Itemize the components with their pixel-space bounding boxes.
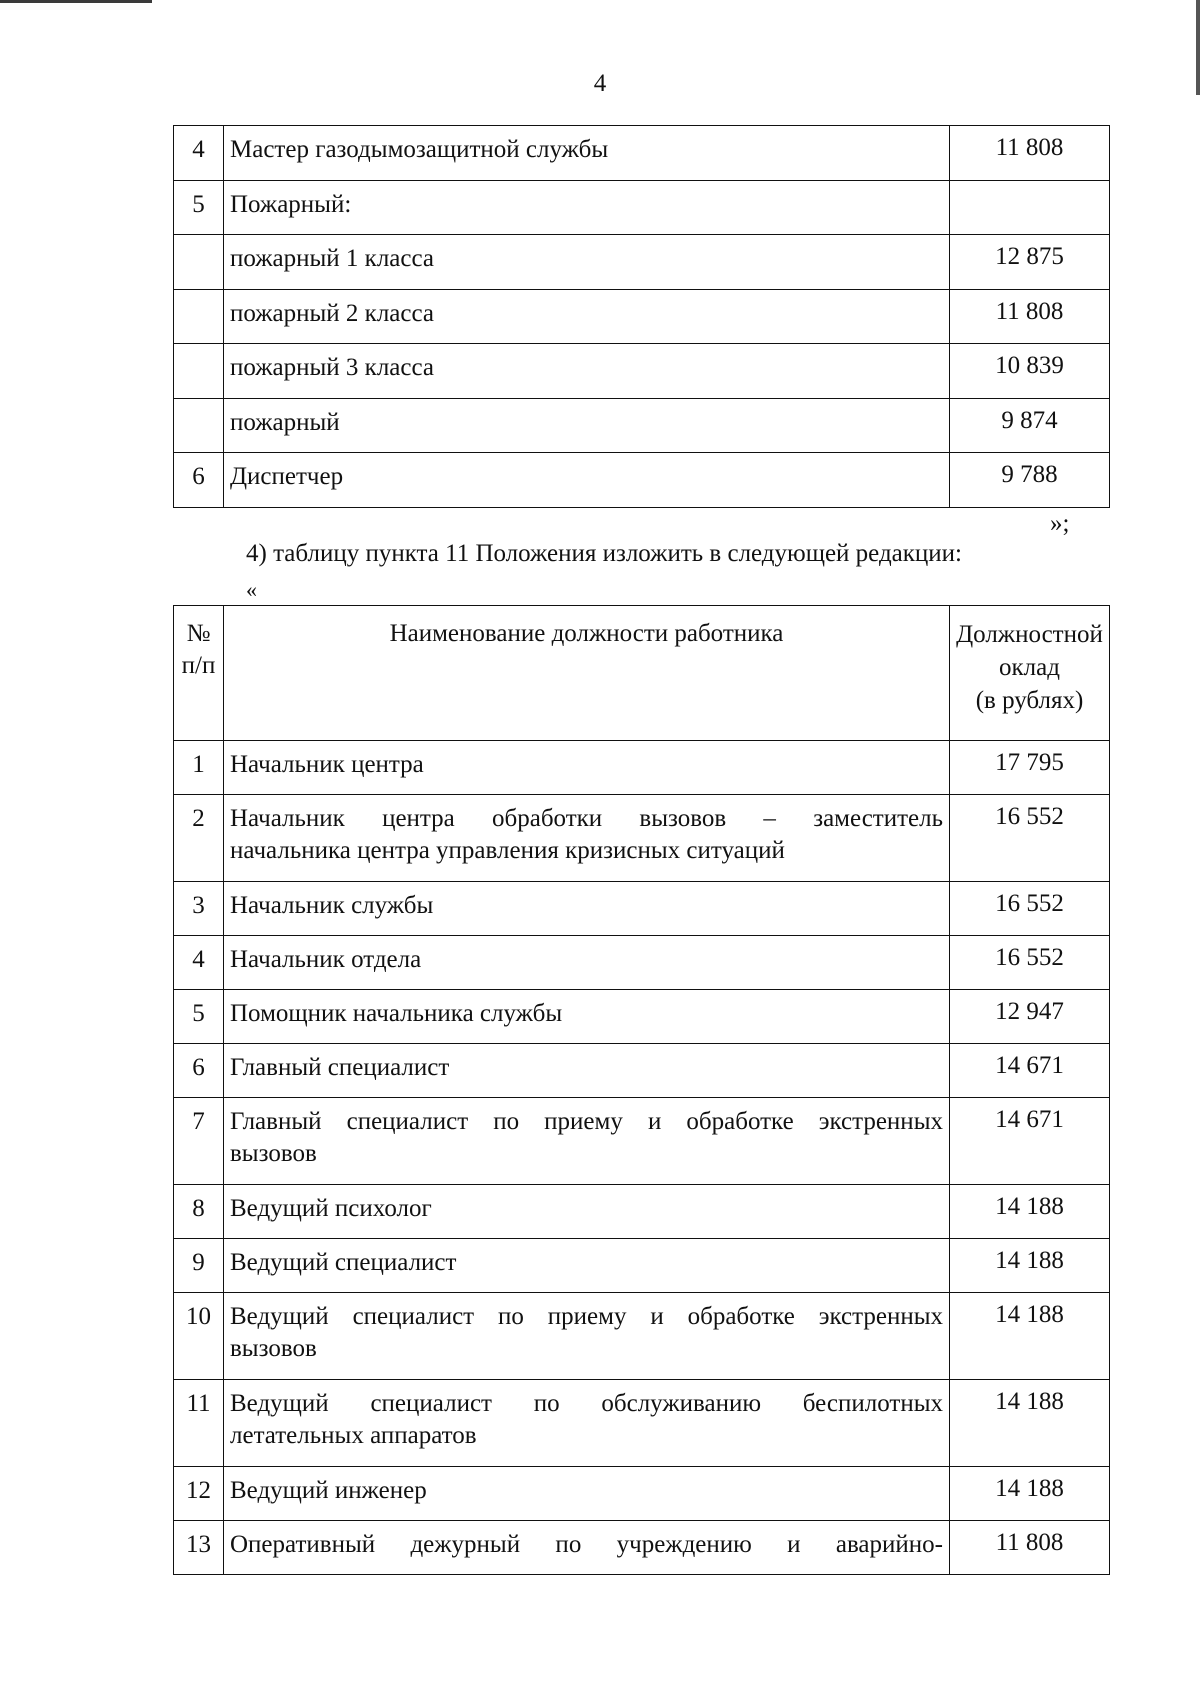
position-name: пожарный xyxy=(224,398,950,453)
salary-value: 11 808 xyxy=(950,289,1110,344)
salary-value: 14 671 xyxy=(950,1098,1110,1185)
row-number: 6 xyxy=(174,1044,224,1098)
table-row xyxy=(174,1098,1110,1185)
position-name: пожарный 1 класса xyxy=(224,235,950,290)
table-row xyxy=(174,882,1110,936)
salary-table-paragraph-11 xyxy=(173,605,1110,1575)
row-number xyxy=(174,289,224,344)
salary-value: 12 947 xyxy=(950,990,1110,1044)
salary-value: 14 188 xyxy=(950,1380,1110,1467)
position-name: Главный специалист xyxy=(224,1044,950,1098)
row-number: 9 xyxy=(174,1239,224,1293)
row-number: 13 xyxy=(174,1521,224,1575)
salary-value: 9 788 xyxy=(950,453,1110,508)
position-name-line: вызовов xyxy=(230,1140,317,1167)
position-name-line: вызовов xyxy=(230,1335,317,1362)
row-number: 6 xyxy=(174,453,224,508)
salary-value: 14 188 xyxy=(950,1185,1110,1239)
position-name-line: Главный специалист по приему и обработке экстренных xyxy=(230,1108,943,1135)
closing-quote: »; xyxy=(1050,510,1070,537)
salary-value: 14 188 xyxy=(950,1293,1110,1380)
table-row xyxy=(174,1293,1110,1380)
position-name-line: Ведущий специалист по обслуживанию беспилотных xyxy=(230,1390,943,1417)
salary-value: 12 875 xyxy=(950,235,1110,290)
table-row xyxy=(174,126,1110,181)
amendment-paragraph: 4) таблицу пункта 11 Положения изложить в следующей редакции: xyxy=(246,540,962,567)
table-row xyxy=(174,453,1110,508)
row-number xyxy=(174,344,224,399)
page-number: 4 xyxy=(593,70,607,97)
row-number xyxy=(174,235,224,290)
position-name: пожарный 3 класса xyxy=(224,344,950,399)
salary-value: 14 188 xyxy=(950,1467,1110,1521)
table-row xyxy=(174,235,1110,290)
salary-value: 10 839 xyxy=(950,344,1110,399)
row-number: 10 xyxy=(174,1293,224,1380)
table-row xyxy=(174,936,1110,990)
position-name-line: Начальник центра обработки вызовов – заместитель xyxy=(230,805,943,832)
table-row xyxy=(174,180,1110,235)
position-name: Ведущий инженер xyxy=(224,1467,950,1521)
row-number: 7 xyxy=(174,1098,224,1185)
table-row xyxy=(174,1380,1110,1467)
position-name-line: Ведущий специалист по приему и обработке экстренных xyxy=(230,1303,943,1330)
position-name-line: Оперативный дежурный по учреждению и аварийно- xyxy=(230,1531,943,1558)
table-row xyxy=(174,344,1110,399)
position-name xyxy=(224,1293,950,1380)
position-name xyxy=(224,1521,950,1575)
salary-value: 11 808 xyxy=(950,126,1110,181)
table-row xyxy=(174,990,1110,1044)
row-number: 5 xyxy=(174,180,224,235)
row-number: 12 xyxy=(174,1467,224,1521)
table-row xyxy=(174,795,1110,882)
position-name xyxy=(224,1098,950,1185)
row-number: 11 xyxy=(174,1380,224,1467)
salary-value: 16 552 xyxy=(950,795,1110,882)
salary-value: 14 671 xyxy=(950,1044,1110,1098)
salary-value: 11 808 xyxy=(950,1521,1110,1575)
position-name: Мастер газодымозащитной службы xyxy=(224,126,950,181)
position-name xyxy=(224,795,950,882)
row-number xyxy=(174,398,224,453)
position-name: Начальник отдела xyxy=(224,936,950,990)
row-number: 2 xyxy=(174,795,224,882)
table-header-row xyxy=(174,606,1110,741)
position-name: Начальник центра xyxy=(224,741,950,795)
table-row xyxy=(174,741,1110,795)
row-number: 5 xyxy=(174,990,224,1044)
position-name: Пожарный: xyxy=(224,180,950,235)
table-row xyxy=(174,289,1110,344)
salary-value: 16 552 xyxy=(950,882,1110,936)
table-row xyxy=(174,1239,1110,1293)
salary-value: 17 795 xyxy=(950,741,1110,795)
table-row xyxy=(174,1185,1110,1239)
table-row xyxy=(174,1044,1110,1098)
salary-value: 16 552 xyxy=(950,936,1110,990)
column-header-salary: Должностной оклад (в рублях) xyxy=(950,606,1110,741)
table-row xyxy=(174,1521,1110,1575)
position-name: Ведущий психолог xyxy=(224,1185,950,1239)
opening-quote: « xyxy=(246,577,257,602)
row-number: 3 xyxy=(174,882,224,936)
position-name xyxy=(224,1380,950,1467)
position-name: Диспетчер xyxy=(224,453,950,508)
position-name: Помощник начальника службы xyxy=(224,990,950,1044)
column-header-number: № п/п xyxy=(174,606,224,741)
row-number: 4 xyxy=(174,126,224,181)
row-number: 4 xyxy=(174,936,224,990)
position-name: пожарный 2 класса xyxy=(224,289,950,344)
position-name-line: летательных аппаратов xyxy=(230,1422,477,1449)
position-name-line: начальника центра управления кризисных ситуаций xyxy=(230,837,785,864)
column-header-position: Наименование должности работника xyxy=(224,606,950,741)
salary-value xyxy=(950,180,1110,235)
position-name: Ведущий специалист xyxy=(224,1239,950,1293)
table-row xyxy=(174,398,1110,453)
salary-value: 14 188 xyxy=(950,1239,1110,1293)
salary-value: 9 874 xyxy=(950,398,1110,453)
salary-table-continued xyxy=(173,125,1110,508)
position-name: Начальник службы xyxy=(224,882,950,936)
row-number: 8 xyxy=(174,1185,224,1239)
row-number: 1 xyxy=(174,741,224,795)
scan-edge-mark xyxy=(0,0,152,3)
table-row xyxy=(174,1467,1110,1521)
